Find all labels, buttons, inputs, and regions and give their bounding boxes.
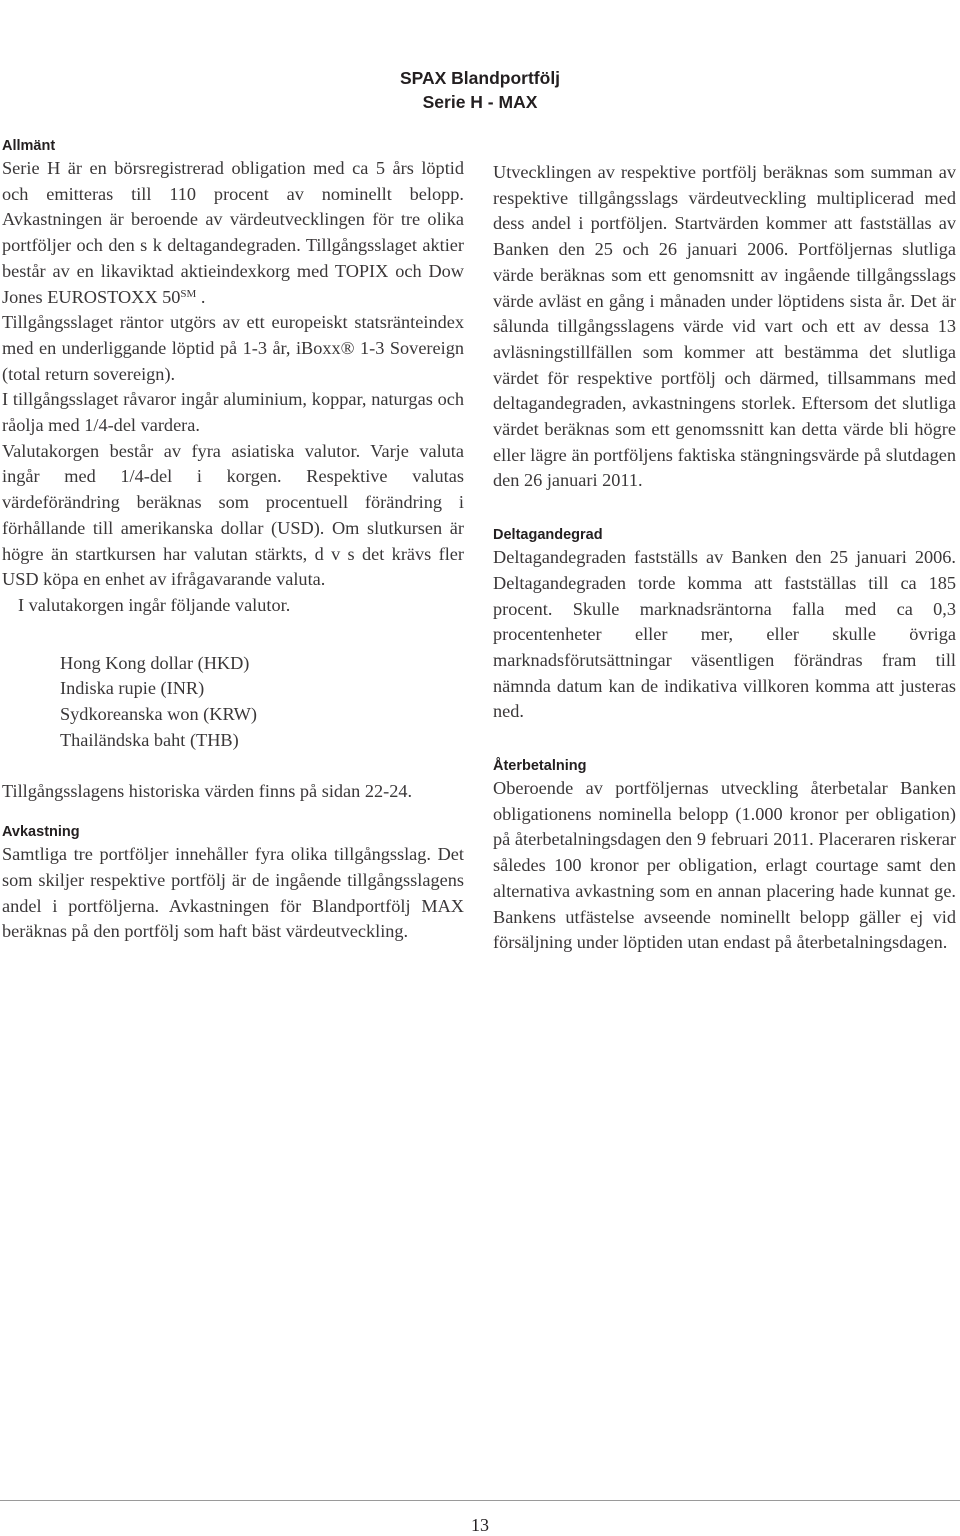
deltagandegrad-paragraph: Deltagandegraden fastställs av Banken den 25 januari 2006. Deltagandegraden torde komma att fastställas till ca 185 procent. Skulle marknadsräntorna falla med ca 0,3 procentenheter eller mer, eller skulle övriga marknadsförutsättningar väsentligen förändras fram till nämnda datum kan de indikativa villkoren komma att justeras ned. xyxy=(493,547,956,722)
avkastning-continued: Utvecklingen av respektive portfölj beräknas som summan av respektive tillgångsslags värdeutveckling multiplicerad med dess andel i portföljen. Startvärden kommer att fastställas av Banken den 25 och 26 januari 2006. Portföljernas slutliga värde beräknas som ett genomsnitt av ingående tillgångsslags värde avläst en gång i månaden under löptidens sista år. Det är sålunda tillgångsslagens värde vid vart och ett av dessa 13 avläsningstillfällen som kommer att bestämma det slutliga värdet för respektive portfölj och därmed, tillsammans med deltagandegraden, avkastningens storlek. Eftersom det slutliga värdet beräknas som ett genomssnitt kan detta värde bli högre eller lägre än portföljens faktiska stängningsvärde på slutdagen den 26 januari 2011. xyxy=(493,162,956,491)
document-subtitle: Serie H - MAX xyxy=(422,92,538,112)
allmant-paragraph-6: Tillgångsslagens historiska värden finns på sidan 22-24. xyxy=(2,781,413,802)
allmant-paragraph-2: Tillgångsslaget räntor utgörs av ett europeiskt statsränteindex med en underliggande löptid på 1-3 år, iBoxx® 1-3 Sovereign (total return sovereign). xyxy=(2,312,464,384)
currency-item: Hong Kong dollar (HKD) xyxy=(60,652,250,673)
currency-item: Thailändska baht (THB) xyxy=(60,729,239,750)
avkastning-paragraph-1: Samtliga tre portföljer innehåller fyra olika tillgångsslag. Det som skiljer respektive portfölj är de ingående tillgångsslagens andel i portföljerna. Avkastningen för Blandportfölj MAX beräknas på den portfölj som haft bäst värdeutveckling. xyxy=(2,844,464,942)
heading-deltagandegrad: Deltagandegrad xyxy=(493,527,603,544)
footer-rule xyxy=(0,1500,960,1501)
aterbetalning-paragraph: Oberoende av portföljernas utveckling återbetalar Banken obligationens nominella belopp (1.000 kronor per obligation) på återbetalningsdagen den 9 februari 2011. Placeraren riskerar således 100 kronor per obligation, erlagt courtage samt den alternativa avkastning som en annan placering hade kunnat ge. Bankens utfästelse avseende nominellt belopp gäller ej vid försäljning under löptiden utan endast på återbetalningsdagen. xyxy=(493,778,956,953)
heading-allmant: Allmänt xyxy=(2,138,56,154)
allmant-paragraph-1 xyxy=(2,156,464,310)
page-header xyxy=(300,66,660,114)
heading-aterbetalning: Återbetalning xyxy=(493,758,587,775)
allmant-paragraph-3: I tillgångsslaget råvaror ingår aluminium, koppar, naturgas och råolja med 1/4-del vardera. xyxy=(2,389,464,436)
allmant-paragraph-4: Valutakorgen består av fyra asiatiska valutor. Varje valuta ingår med 1/4-del i korgen. Respektive valutas värdeförändring beräknas som procentuell förändring i förhållande till amerikanska dollar (USD). Om slutkursen är högre än startkursen har valutan stärkts, d v s det krävs fler USD köpa en enhet av ifrågavarande valuta. xyxy=(2,440,464,590)
currency-item: Indiska rupie (INR) xyxy=(60,678,205,699)
left-column xyxy=(2,136,464,966)
currency-list xyxy=(2,651,464,754)
currency-item: Sydkoreanska won (KRW) xyxy=(60,704,257,725)
allmant-paragraph-1-end: . xyxy=(200,286,206,307)
allmant-paragraph-1-text: Serie H är en börsregistrerad obligation med ca 5 års löptid och emitteras till 110 procent av nominellt belopp. Avkastningen är beroende av värdeutvecklingen för tre olika portföljer och den s k deltagandegraden. Tillgångsslaget aktier består av en likaviktad aktieindexkorg med TOPIX och Dow Jones EUROSTOXX 50 xyxy=(2,158,464,307)
allmant-paragraph-5: I valutakorgen ingår följande valutor. xyxy=(18,594,291,615)
heading-avkastning: Avkastning xyxy=(2,824,80,841)
service-mark: SM xyxy=(180,287,197,300)
right-column xyxy=(493,160,956,956)
page-number: 13 xyxy=(471,1515,489,1535)
document-title: SPAX Blandportfölj xyxy=(399,68,561,88)
